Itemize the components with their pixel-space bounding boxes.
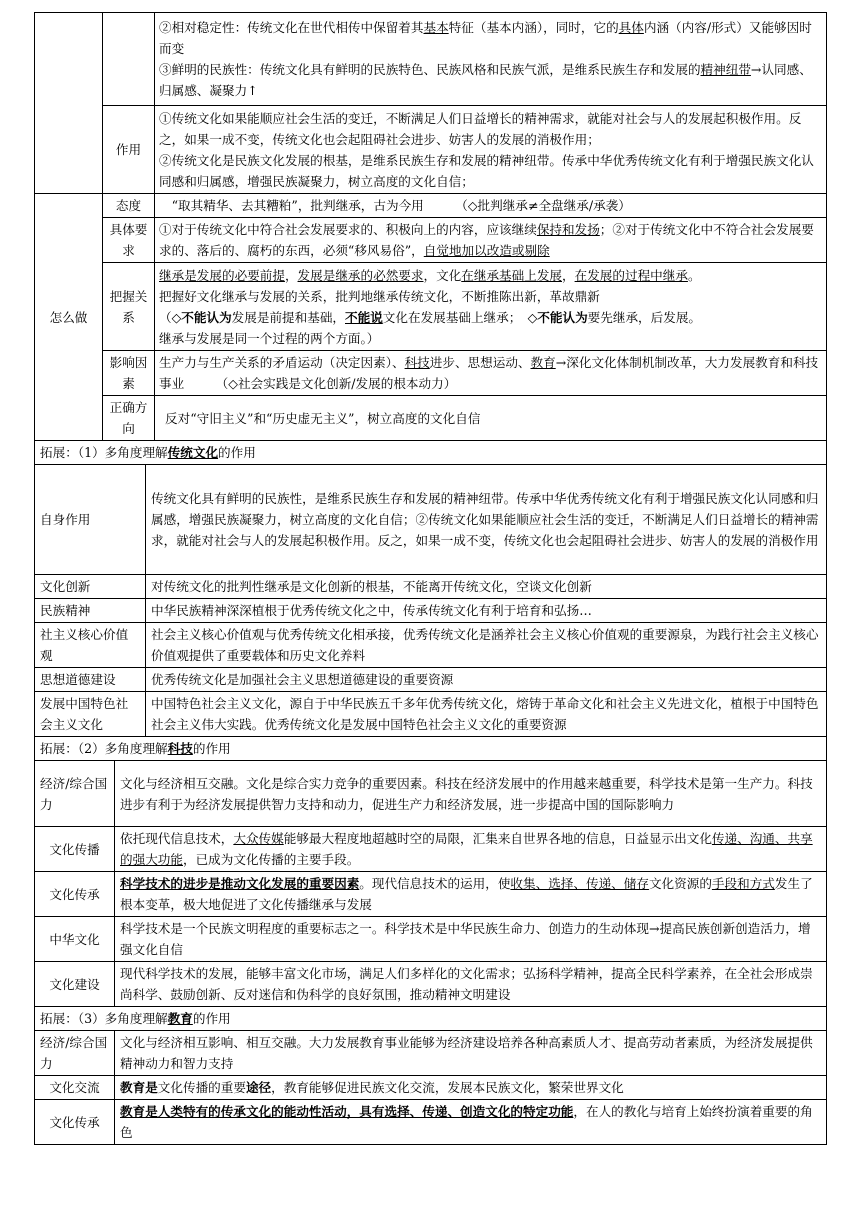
- table-row: [35, 194, 827, 218]
- table-row: [35, 396, 827, 441]
- table-row: [35, 827, 827, 872]
- spirit-cell: 中华民族精神深深植根于优秀传统文化之中，传承传统文化有利于培育和弘扬…: [146, 599, 827, 623]
- extension-1-heading: 拓展：（1）多角度理解传统文化的作用: [35, 441, 827, 465]
- table-row: [35, 1100, 827, 1145]
- self-effect-cell: 传统文化具有鲜明的民族性，是维系民族生存和发展的精神纽带。传承中华优秀传统文化有利于增强民族文化认同感和归属感，增强民族凝聚力，树立高度的文化自信；②传统文化如果能顺应社会生活的变迁，不断满足人们日益增长的精神需求，就能对社会与人的发展起积极作用。反之，如果一成不变，传统文化也会起阻碍社会进步、妨害人的发展的消极作用: [146, 465, 827, 575]
- tech-spread-cell: 依托现代信息技术，大众传媒能够最大程度地超越时空的局限，汇集来自世界各地的信息，日益显示出文化传递、沟通、共享的强大功能，已成为文化传播的主要手段。: [115, 827, 827, 872]
- edu-economy-cell: 文化与经济相互影响、相互交融。大力发展教育事业能够为经济建设培养各种高素质人才、提高劳动者素质，为经济发展提供精神动力和智力支持: [115, 1031, 827, 1076]
- features-cell: [155, 13, 827, 106]
- table-row: [35, 668, 827, 692]
- factor-cell: 生产力与生产关系的矛盾运动（决定因素）、科技进步、思想运动、教育→深化文化体制机制改革，大力发展教育和科技事业 （◇社会实践是文化创新/发展的根本动力）: [155, 351, 827, 396]
- tech-china-cell: 科学技术是一个民族文明程度的重要标志之一。科学技术是中华民族生命力、创造力的生动体现→提高民族创新创造活力，增强文化自信: [115, 917, 827, 962]
- tech-china-label: 中华文化: [35, 917, 115, 962]
- empty-cell: [103, 13, 155, 106]
- tech-economy-cell: 文化与经济相互交融。文化是综合实力竞争的重要因素。科技在经济发展中的作用越来越重要，科学技术是第一生产力。科技进步有利于为经济发展提供智力支持和动力，促进生产力和经济发展，进一步提高中国的国际影响力: [115, 761, 827, 827]
- extension-3-table: [34, 1006, 827, 1145]
- innovation-label: 文化创新: [35, 575, 146, 599]
- attitude-cell: “取其精华、去其糟粕”，批判继承，古为今用 （◇批判继承≠全盘继承/承袭）: [155, 194, 827, 218]
- moral-cell: 优秀传统文化是加强社会主义思想道德建设的重要资源: [146, 668, 827, 692]
- innovation-cell: 对传统文化的批判性继承是文化创新的根基，不能离开传统文化，空谈文化创新: [146, 575, 827, 599]
- edu-exchange-label: 文化交流: [35, 1076, 115, 1100]
- values-label: 社主义核心价值观: [35, 623, 146, 668]
- table-row: [35, 623, 827, 668]
- edu-exchange-cell: 教育是文化传播的重要途径，教育能够促进民族文化交流，发展本民族文化，繁荣世界文化: [115, 1076, 827, 1100]
- table-row: [35, 351, 827, 396]
- table-row: [35, 1007, 827, 1031]
- requirement-cell: ①对于传统文化中符合社会发展要求的、积极向上的内容，应该继续保持和发扬；②对于传统文化中不符合社会发展要求的、落后的、腐朽的东西，必须“移风易俗”，自觉地加以改造或剔除: [155, 218, 827, 263]
- table-row: [35, 599, 827, 623]
- table-row: [35, 218, 827, 263]
- tech-inherit-cell: 科学技术的进步是推动文化发展的重要因素。现代信息技术的运用，使收集、选择、传递、储存文化资源的手段和方式发生了根本变革，极大地促进了文化传播继承与发展: [115, 872, 827, 917]
- effect-text-1: ①传统文化如果能顺应社会生活的变迁，不断满足人们日益增长的精神需求，就能对社会与人的发展起积极作用。反之，如果一成不变，传统文化也会起阻碍社会进步、妨害人的发展的消极作用；: [159, 110, 802, 147]
- extension-3-heading: 拓展：（3）多角度理解教育的作用: [35, 1007, 827, 1031]
- document-page: [34, 12, 826, 1145]
- tech-spread-label: 文化传播: [35, 827, 115, 872]
- extension-1-table: [34, 440, 827, 737]
- table-row: [35, 1031, 827, 1076]
- table-row: [35, 761, 827, 827]
- edu-economy-label: 经济/综合国力: [35, 1031, 115, 1076]
- direction-cell: 反对“守旧主义”和“历史虚无主义”，树立高度的文化自信: [155, 396, 827, 441]
- nationality-text: ③鲜明的民族性：传统文化具有鲜明的民族特色、民族风格和民族气派，是维系民族生存和发展的精神纽带→认同感、归属感、凝聚力↑: [159, 62, 812, 98]
- effect-cell: [155, 106, 827, 194]
- edu-inherit-cell: 教育是人类特有的传承文化的能动性活动，具有选择、传递、创造文化的特定功能，在人的教化与培育上始终扮演着重要的角色: [115, 1100, 827, 1145]
- grasp-text-2: 把握好文化继承与发展的关系，批判地继承传统文化，不断推陈出新，革故鼎新: [159, 288, 600, 304]
- stability-text: ②相对稳定性：传统文化在世代相传中保留着其基本特征（基本内涵），同时，它的具体内涵（内容/形式）又能够因时而变: [159, 20, 812, 56]
- tech-economy-label: 经济/综合国力: [35, 761, 115, 827]
- tech-inherit-label: 文化传承: [35, 872, 115, 917]
- table-row: [35, 465, 827, 575]
- socialist-culture-label: 发展中国特色社会主义文化: [35, 692, 146, 737]
- factor-label: 影响因素: [103, 351, 155, 396]
- table-row: [35, 575, 827, 599]
- table-row: [35, 13, 827, 106]
- table-row: [35, 263, 827, 351]
- moral-label: 思想道德建设: [35, 668, 146, 692]
- grasp-cell: [155, 263, 827, 351]
- attitude-label: 态度: [103, 194, 155, 218]
- grasp-text-4: 继承与发展是同一个过程的两个方面。）: [159, 330, 380, 346]
- requirement-label: 具体要求: [103, 218, 155, 263]
- table-row: [35, 1076, 827, 1100]
- edu-inherit-label: 文化传承: [35, 1100, 115, 1145]
- spirit-label: 民族精神: [35, 599, 146, 623]
- grasp-text-1: 继承是发展的必要前提，发展是继承的必然要求，文化在继承基础上发展，在发展的过程中继承。: [159, 267, 701, 283]
- extension-2-table: [34, 736, 827, 1007]
- empty-cell: [35, 13, 103, 194]
- values-cell: 社会主义核心价值观与优秀传统文化相承接，优秀传统文化是涵养社会主义核心价值观的重要源泉，为践行社会主义核心价值观提供了重要载体和历史文化养料: [146, 623, 827, 668]
- tech-build-label: 文化建设: [35, 962, 115, 1007]
- grasp-text-3: （◇不能认为发展是前提和基础，不能说文化在发展基础上继承； ◇不能认为要先继承，后发展。: [159, 309, 702, 325]
- effect-text-2: ②传统文化是民族文化发展的根基，是维系民族生存和发展的精神纽带。传承中华优秀传统文化有利于增强民族文化认同感和归属感，增强民族凝聚力，树立高度的文化自信；: [159, 152, 814, 189]
- effect-label: 作用: [103, 106, 155, 194]
- how-label: 怎么做: [35, 194, 103, 441]
- main-table: [34, 12, 827, 441]
- table-row: [35, 917, 827, 962]
- table-row: [35, 737, 827, 761]
- table-row: [35, 106, 827, 194]
- direction-label: 正确方向: [103, 396, 155, 441]
- table-row: [35, 962, 827, 1007]
- table-row: [35, 872, 827, 917]
- table-row: [35, 692, 827, 737]
- socialist-culture-cell: 中国特色社会主义文化，源自于中华民族五千多年优秀传统文化，熔铸于革命文化和社会主义先进文化，植根于中国特色社会主义伟大实践。优秀传统文化是发展中国特色社会主义文化的重要资源: [146, 692, 827, 737]
- extension-2-heading: 拓展：（2）多角度理解科技的作用: [35, 737, 827, 761]
- tech-build-cell: 现代科学技术的发展，能够丰富文化市场，满足人们多样化的文化需求；弘扬科学精神，提高全民科学素养，在全社会形成崇尚科学、鼓励创新、反对迷信和伪科学的良好氛围，推动精神文明建设: [115, 962, 827, 1007]
- table-row: [35, 441, 827, 465]
- grasp-label: 把握关系: [103, 263, 155, 351]
- self-effect-label: 自身作用: [35, 465, 146, 575]
